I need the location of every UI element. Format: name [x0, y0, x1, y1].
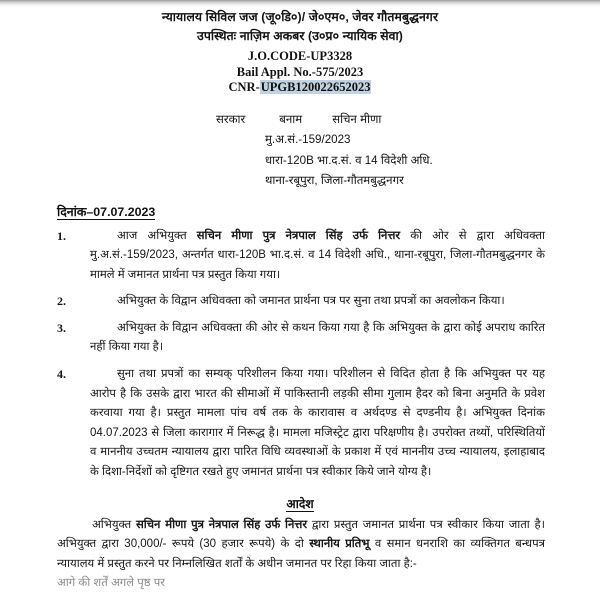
paragraph-2-text	[57, 292, 545, 312]
cnr-label: CNR-	[228, 80, 260, 94]
paragraph-3-rest: अभियुक्त के विद्वान अधिवक्ता की ओर से कथन किया गया है कि अभियुक्त के द्वारा कोई अपराध कारित नहीं किया गया है।	[90, 321, 545, 354]
paragraph-1	[0, 227, 600, 286]
police-station-line: थाना-रबूपुरा, जिला-गौतमबुद्धनगर	[265, 174, 404, 187]
court-name-line: न्यायालय सिविल जज (जू०डि०)/ जे०एम०, जेवर गौतमबुद्धनगर	[161, 10, 439, 24]
paragraph-3-text	[57, 319, 545, 358]
order-surety-term: स्थानीय प्रतिभू	[309, 538, 370, 551]
paragraph-1-lead: आज अभियुक्त	[117, 229, 197, 242]
order-text-part1: अभियुक्त	[92, 518, 136, 531]
petitioner-name: सरकार	[216, 112, 246, 126]
paragraph-1-accused-name: सचिन मीणा पुत्र नेत्रपाल सिंह उर्फ नित्तर	[196, 229, 401, 242]
order-heading	[0, 495, 600, 512]
paragraph-4-text	[57, 365, 545, 483]
paragraph-2-rest: अभियुक्त के विद्वान अधिवक्ता को जमानत प्रार्थना पत्र पर सुना तथा प्रपत्रों का अवलोकन किया।	[117, 295, 505, 308]
order-accused-name: सचिन मीणा पुत्र नेत्रपाल सिंह उर्फ नित्तर	[136, 518, 308, 531]
case-code-block	[0, 49, 600, 96]
paragraph-3-number: 3.	[57, 320, 66, 335]
next-line-cut-off: आगे की शर्तें अगले पृष्ठ पर	[57, 577, 165, 590]
order-paragraph	[0, 516, 600, 575]
case-number-line: मु.अ.सं.-159/2023	[265, 133, 351, 146]
paragraph-1-text	[57, 227, 545, 286]
parties-block	[0, 110, 600, 192]
paragraph-2	[0, 292, 600, 312]
paragraph-4-number: 4.	[57, 367, 66, 382]
paragraph-2-lead	[90, 295, 117, 307]
paragraph-4	[0, 365, 600, 483]
paragraph-1-number: 1.	[57, 228, 66, 243]
order-text-part3: व समान धनराशि का व्यक्तिगत बन्धपत्र न्यायालय में प्रस्तुत करने पर निम्नलिखित शर्तों के अधीन जमानत पर रिहा किया जाता है:-	[57, 538, 545, 570]
paragraph-3-lead	[90, 322, 117, 334]
paragraph-1-rest: की ओर से द्वारा अधिवक्ता मु.अ.सं.-159/2023, अन्तर्गत धारा-120B भा.द.सं. व 14 विदेशी अधि., थाना-रबूपुरा, जिला-गौतमबुद्धनगर के मामले में जमानत प्रार्थना पत्र प्रस्तुत किया गया।	[90, 229, 545, 281]
versus-label: बनाम	[279, 112, 303, 126]
order-heading-text: आदेश	[286, 496, 314, 511]
order-date-value: दिनांक–07.07.2023	[57, 204, 156, 219]
order-date-line	[0, 203, 600, 220]
paragraph-3	[0, 319, 600, 358]
respondent-name: सचिन मीणा	[332, 112, 382, 126]
jo-code-line: J.O.CODE-UP3328	[247, 49, 353, 63]
parties-title-row	[0, 110, 600, 131]
cnr-number-highlighted[interactable]: UPGB120022652023	[260, 80, 371, 94]
court-header	[0, 0, 600, 46]
bail-application-number-line: Bail Appl. No.-575/2023	[236, 64, 364, 79]
paragraph-2-number: 2.	[57, 294, 66, 309]
section-line: धारा-120B भा.द.सं. व 14 विदेशी अधि.	[265, 153, 433, 167]
order-text-part2: द्वारा प्रस्तुत जमानत प्रार्थना पत्र स्वीकार किया जाता है। अभियुक्त द्वारा 30,000/- रूपये (30 हजार रूपये) के दो	[57, 518, 546, 551]
paragraph-4-lead	[90, 368, 117, 380]
paragraph-4-rest: सुना तथा प्रपत्रों का सम्यक् परिशीलन किया गया। परिशीलन से विदित होता है कि अभियुक्त पर यह आरोप है कि उसके द्वारा भारत की सीमाओं में पाकिस्तानी लड़की सीमा गुलाम हैदर को बिना अनुमति के प्रवेश करवाया गया है। प्रस्तुत मामला पांच वर्ष तक के कारावास व अर्थदण्ड से दण्डनीय है। अभियुक्त दिनांक 04.07.2023 से जिला कारागार में निरूद्ध है। मामला मजिस्ट्रेट द्वारा परिक्षणीय है। उपरोक्त तथ्यों, परिस्थितियों व माननीय उच्चतम न्यायालय द्वारा पारित विधि व्यवस्थाओं के प्रकाश में एवं माननीय उच्च न्यायालय, इलाहाबाद के दिशा-निर्देशों को दृष्टिगत रखते हुए जमानत प्रार्थना पत्र स्वीकार किये जाने योग्य है।	[90, 368, 545, 479]
presiding-officer-line: उपस्थितः नाज़िम अकबर (उ०प्र० न्यायिक सेवा)	[197, 29, 403, 43]
cnr-line	[0, 80, 600, 96]
order-paragraph-text	[57, 516, 545, 575]
